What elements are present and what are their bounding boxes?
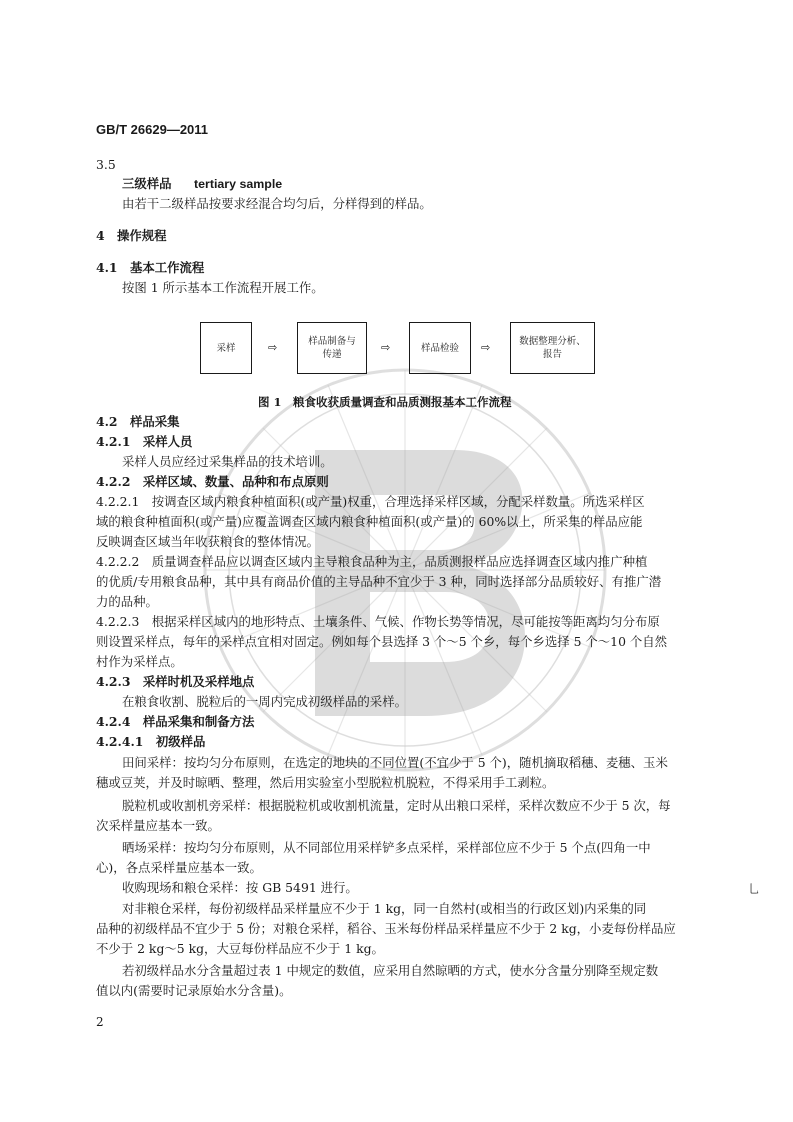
flow-box-label: 数据整理分析、 <box>519 336 586 347</box>
flow-box-label: 样品制备与 <box>308 336 356 347</box>
paragraph-line: 村作为采样点。 <box>96 654 183 669</box>
flow-box-label: 传递 <box>322 349 342 360</box>
paragraph: 按图 1 所示基本工作流程开展工作。 <box>122 280 324 295</box>
paragraph-line: 田间采样：按均匀分布原则，在选定的地块的不同位置(不宜少于 5 个)，随机摘取稻穗、麦穗、玉米 <box>122 755 668 770</box>
paragraph-line: 若初级样品水分含量超过表 1 中规定的数值，应采用自然晾晒的方式，使水分含量分别降至规定数 <box>122 963 659 978</box>
section-title: 4 操作规程 <box>96 228 167 243</box>
paragraph-line: 4.2.2.1 按调查区域内粮食种植面积(或产量)权重，合理选择采样区域，分配采样数量。所选采样区 <box>96 494 645 509</box>
paragraph-line: 穗或豆荚，并及时晾晒、整理，然后用实验室小型脱粒机脱粒，不得采用手工剥粒。 <box>96 775 555 790</box>
paragraph-line: 次采样量应基本一致。 <box>96 818 220 833</box>
flow-box-preparation <box>297 322 367 374</box>
flow-box-sampling <box>200 322 252 374</box>
term-en: tertiary sample <box>194 177 283 191</box>
paragraph-line: 反映调查区域当年收获粮食的整体情况。 <box>96 534 320 549</box>
clause-number: 3.5 <box>96 157 116 172</box>
flow-box-report <box>510 322 595 374</box>
paragraph: 采样人员应经过采集样品的技术培训。 <box>122 454 333 469</box>
paragraph-line: 不少于 2 kg～5 kg，大豆每份样品应不少于 1 kg。 <box>96 941 384 956</box>
term-cn: 三级样品 <box>122 176 172 191</box>
paragraph-line: 值以内(需要时记录原始水分含量)。 <box>96 983 292 998</box>
paragraph-line: 4.2.2.3 根据采样区域内的地形特点、土壤条件、气候、作物长势等情况，尽可能按等距离均匀分布原 <box>96 614 660 629</box>
subsection-title: 4.2 样品采集 <box>96 414 180 429</box>
standard-number: GB/T 26629—2011 <box>96 122 209 137</box>
paragraph-line: 4.2.2.2 质量调查样品应以调查区域内主导粮食品种为主，品质测报样品应选择调查区域内推广种植 <box>96 554 648 569</box>
flow-arrow-icon: ⇨ <box>481 341 491 354</box>
term-definition: 由若干二级样品按要求经混合均匀后，分样得到的样品。 <box>122 196 432 211</box>
clause-title: 4.2.4 样品采集和制备方法 <box>96 714 255 729</box>
clause-title: 4.2.2 采样区域、数量、品种和布点原则 <box>96 474 329 489</box>
flow-arrow-icon: ⇨ <box>381 341 391 354</box>
clause-title: 4.2.3 采样时机及采样地点 <box>96 674 255 689</box>
paragraph-line: 脱粒机或收割机旁采样：根据脱粒机或收割机流量，定时从出粮口采样，采样次数应不少于 5 次，每 <box>122 798 671 813</box>
paragraph-line: 对非粮仓采样，每份初级样品采样量应不少于 1 kg，同一自然村(或相当的行政区划)内采集的同 <box>122 901 647 916</box>
figure-caption: 图 1 粮食收获质量调查和品质测报基本工作流程 <box>258 395 512 409</box>
flow-box-label: 采样 <box>216 342 236 354</box>
paragraph-line: 力的品种。 <box>96 594 158 609</box>
margin-mark: 乚 <box>748 882 761 896</box>
paragraph: 收购现场和粮仓采样：按 GB 5491 进行。 <box>122 880 358 895</box>
flow-arrow-icon: ⇨ <box>268 341 278 354</box>
paragraph-line: 心)，各点采样量应基本一致。 <box>96 860 262 875</box>
flow-box-label: 样品检验 <box>420 342 459 354</box>
paragraph-line: 则设置采样点，每年的采样点宜相对固定。例如每个县选择 3 个～5 个乡，每个乡选择 5 个～10 个自然 <box>96 634 668 649</box>
clause-title: 4.2.4.1 初级样品 <box>96 734 206 749</box>
flow-box-inspection <box>409 322 471 374</box>
page-number: 2 <box>96 1015 104 1029</box>
flow-box-label: 报告 <box>542 349 562 360</box>
paragraph-line: 晒场采样：按均匀分布原则，从不同部位用采样铲多点采样，采样部位应不少于 5 个点(四角一中 <box>122 840 651 855</box>
paragraph-line: 的优质/专用粮食品种，其中具有商品价值的主导品种不宜少于 3 种，同时选择部分品质较好、有推广潜 <box>96 574 662 589</box>
paragraph: 在粮食收割、脱粒后的一周内完成初级样品的采样。 <box>122 694 407 709</box>
clause-title: 4.2.1 采样人员 <box>96 434 193 449</box>
subsection-title: 4.1 基本工作流程 <box>96 260 205 275</box>
paragraph-line: 品种的初级样品不宜少于 5 份；对粮仓采样，稻谷、玉米每份样品采样量应不少于 2 kg，小麦每份样品应 <box>96 921 676 936</box>
paragraph-line: 域的粮食种植面积(或产量)应覆盖调查区域内粮食种植面积(或产量)的 60%以上，所采集的样品应能 <box>96 514 643 529</box>
